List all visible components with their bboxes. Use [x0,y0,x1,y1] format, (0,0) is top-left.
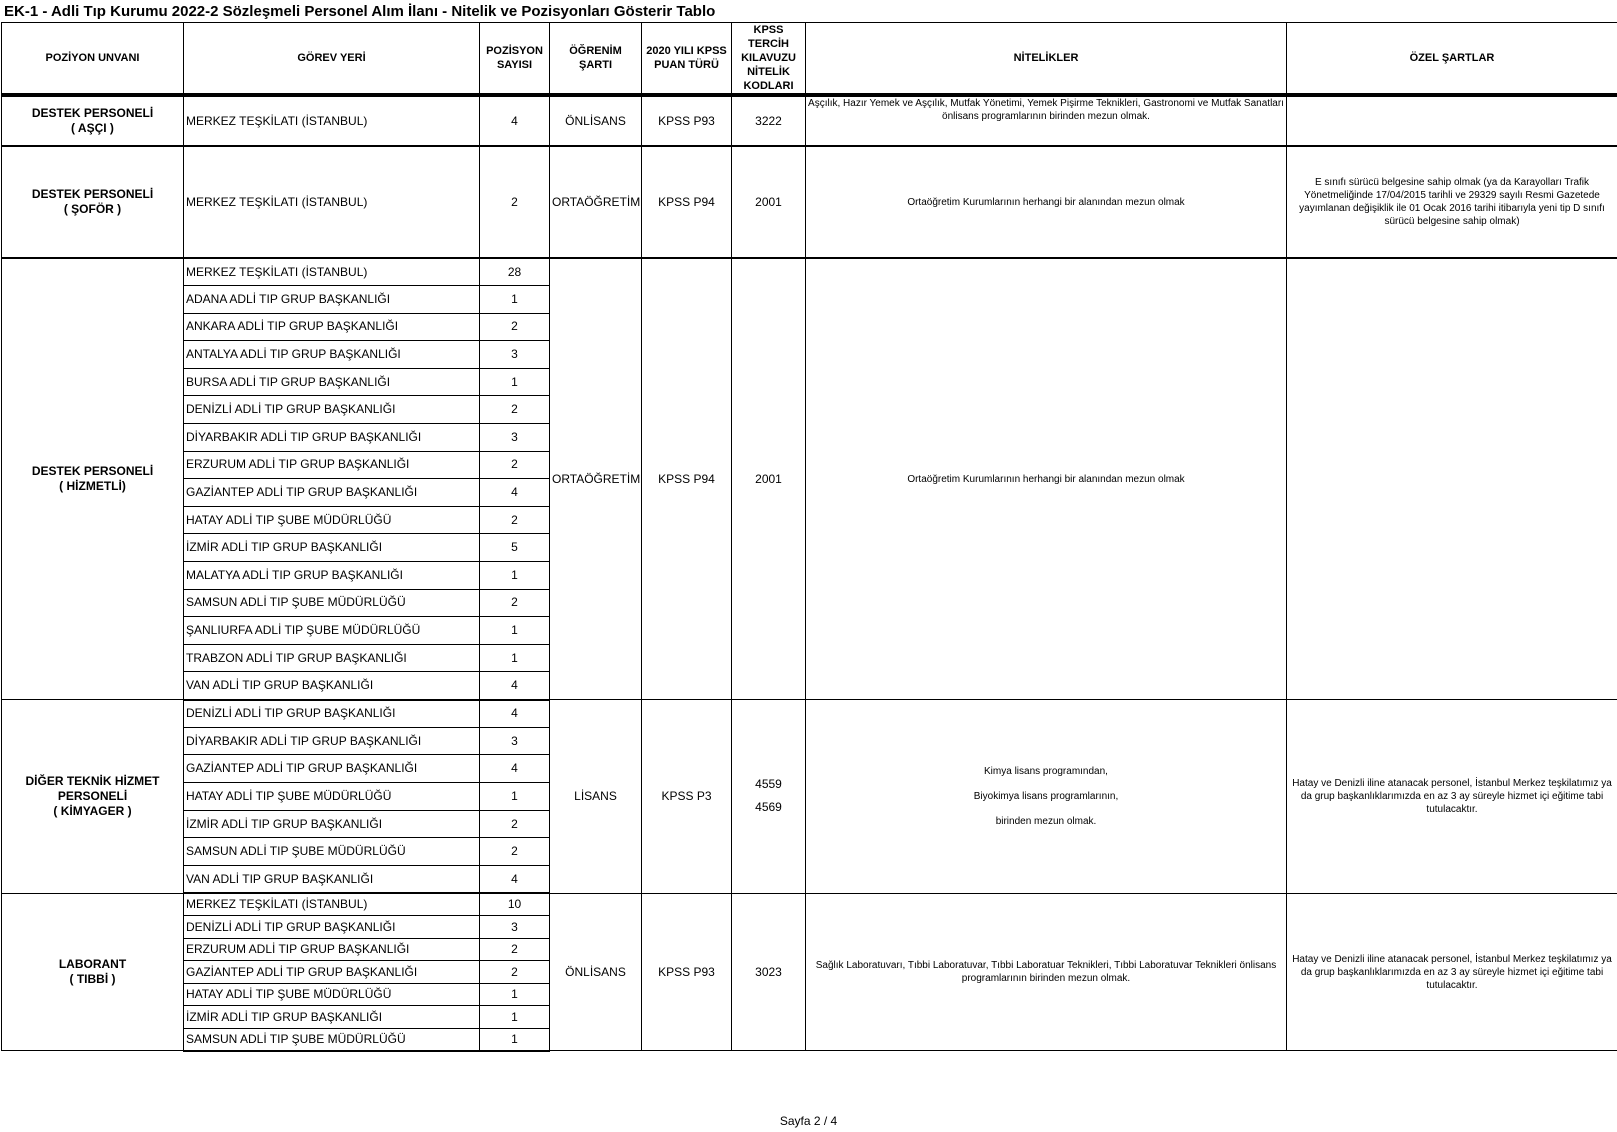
qualification-text: Ortaöğretim Kurumlarının herhangi bir alanından mezun olmak [907,473,1185,485]
qualification-text: Ortaöğretim Kurumlarının herhangi bir alanından mezun olmak [907,196,1185,208]
duty-location: VAN ADLİ TIP GRUP BAŞKANLIĞI [184,866,480,894]
position-title-line: ( TIBBİ ) [69,972,116,987]
position-title-cell [2,893,184,1051]
duty-location: MERKEZ TEŞKİLATI (İSTANBUL) [184,893,480,916]
position-count: 1 [480,1028,550,1051]
table-row [2,700,1617,728]
position-title-line: DESTEK PERSONELİ [31,464,154,478]
position-title-line: ( KİMYAGER ) [53,803,132,818]
qualification-text: Kimya lisans programından, [984,765,1108,777]
position-count: 5 [480,534,550,562]
qualification-code: 3222 [755,113,782,128]
position-count: 3 [480,341,550,369]
qualification-code: 4559 [755,777,782,792]
duty-location: ANTALYA ADLİ TIP GRUP BAŞKANLIĞI [184,341,480,369]
education-requirement: ÖNLİSANS [550,95,642,146]
special-conditions [1287,258,1617,700]
education-requirement: ORTAÖĞRETİM [550,258,642,700]
duty-location: HATAY ADLİ TIP ŞUBE MÜDÜRLÜĞÜ [184,783,480,811]
header-duty-location: GÖREV YERİ [184,23,480,96]
table-row [2,258,1617,286]
header-position-count: POZİSYON SAYISI [480,23,550,96]
duty-location: GAZİANTEP ADLİ TIP GRUP BAŞKANLIĞI [184,755,480,783]
position-count: 4 [480,700,550,728]
position-title-line: ( AŞÇI ) [71,121,114,135]
position-count: 4 [480,95,550,146]
header-row [2,23,1617,96]
position-count: 2 [480,838,550,866]
qualification-code: 4569 [755,800,782,815]
duty-location: DENİZLİ ADLİ TIP GRUP BAŞKANLIĞI [184,396,480,424]
special-conditions: Hatay ve Denizli iline atanacak personel, İstanbul Merkez teşkilatımız ya da grup başkanlıklarımızda en az 3 ay süreyle hizmet içi eğitime tabi tutulacaktır. [1287,893,1617,1051]
position-count: 2 [480,810,550,838]
duty-location: İZMİR ADLİ TIP GRUP BAŞKANLIĞI [184,810,480,838]
position-count: 2 [480,313,550,341]
duty-location: HATAY ADLİ TIP ŞUBE MÜDÜRLÜĞÜ [184,983,480,1006]
duty-location: SAMSUN ADLİ TIP ŞUBE MÜDÜRLÜĞÜ [184,1028,480,1051]
qualification-code: 3023 [755,964,782,979]
qualification-codes [732,95,806,146]
duty-location: ERZURUM ADLİ TIP GRUP BAŞKANLIĞI [184,938,480,961]
duty-location: MERKEZ TEŞKİLATI (İSTANBUL) [184,95,480,146]
duty-location: DENİZLİ ADLİ TIP GRUP BAŞKANLIĞI [184,700,480,728]
position-count: 2 [480,506,550,534]
duty-location: DİYARBAKIR ADLİ TIP GRUP BAŞKANLIĞI [184,727,480,755]
special-conditions: Hatay ve Denizli iline atanacak personel, İstanbul Merkez teşkilatımız ya da grup başkanlıklarımızda en az 3 ay süreyle hizmet içi eğitime tabi tutulacaktır. [1287,700,1617,894]
position-count: 2 [480,938,550,961]
qualifications-cell [806,95,1287,146]
special-conditions: E sınıfı sürücü belgesine sahip olmak (ya da Karayolları Trafik Yönetmeliğinde 17/04/2015 tarihli ve 29329 sayılı Resmi Gazetede yayımlanan değişiklik ile 01 Ocak 2016 tarihi itibarıyla yeni tip D sınıfı sürücü belgesine sahip olmak) [1287,146,1617,258]
duty-location: ANKARA ADLİ TIP GRUP BAŞKANLIĞI [184,313,480,341]
position-count: 2 [480,146,550,258]
duty-location: MERKEZ TEŞKİLATI (İSTANBUL) [184,146,480,258]
position-title-line: LABORANT [58,957,127,972]
kpss-score-type: KPSS P3 [642,700,732,894]
kpss-score-type: KPSS P93 [642,95,732,146]
position-count: 1 [480,617,550,645]
position-title-cell [2,95,184,146]
qualification-text: Aşçılık, Hazır Yemek ve Aşçılık, Mutfak Yönetimi, Yemek Pişirme Teknikleri, Gastronomi ve Mutfak Sanatları önlisans programlarının birinden mezun olmak. [808,98,1284,122]
duty-location: İZMİR ADLİ TIP GRUP BAŞKANLIĞI [184,534,480,562]
qualification-text: Biyokimya lisans programlarının, [973,790,1119,802]
position-count: 1 [480,286,550,314]
position-title-cell [2,700,184,894]
qualifications-cell [806,258,1287,700]
position-title-line: PERSONELİ [57,788,128,803]
duty-location: GAZİANTEP ADLİ TIP GRUP BAŞKANLIĞI [184,961,480,984]
position-count: 1 [480,644,550,672]
position-count: 4 [480,672,550,700]
education-requirement: LİSANS [550,700,642,894]
position-count: 28 [480,258,550,286]
position-count: 3 [480,727,550,755]
position-count: 1 [480,368,550,396]
header-kpss-type: 2020 YILI KPSS PUAN TÜRÜ [642,23,732,96]
position-title-cell [2,146,184,258]
position-title-line: DESTEK PERSONELİ [31,187,154,201]
position-title-line: ( HİZMETLİ) [59,479,126,493]
qualifications-cell [806,893,1287,1051]
duty-location: DENİZLİ ADLİ TIP GRUP BAŞKANLIĞI [184,916,480,939]
position-count: 1 [480,1006,550,1029]
position-count: 10 [480,893,550,916]
positions-table [1,22,1617,1052]
position-count: 2 [480,961,550,984]
header-qualification-codes: KPSS TERCİH KILAVUZU NİTELİK KODLARI [732,23,806,96]
duty-location: BURSA ADLİ TIP GRUP BAŞKANLIĞI [184,368,480,396]
position-title-cell [2,258,184,700]
table-row [2,95,1617,146]
qualification-code: 2001 [755,194,782,209]
qualification-codes [732,258,806,700]
qualification-codes [732,893,806,1051]
table-row [2,146,1617,258]
duty-location: SAMSUN ADLİ TIP ŞUBE MÜDÜRLÜĞÜ [184,838,480,866]
duty-location: VAN ADLİ TIP GRUP BAŞKANLIĞI [184,672,480,700]
position-title-line: ( ŞOFÖR ) [63,202,122,216]
duty-location: DİYARBAKIR ADLİ TIP GRUP BAŞKANLIĞI [184,424,480,452]
qualification-codes [732,700,806,894]
page-title: EK-1 - Adli Tıp Kurumu 2022-2 Sözleşmeli Personel Alım İlanı - Nitelik ve Pozisyonları Gösterir Tablo [4,3,716,20]
position-count: 4 [480,755,550,783]
education-requirement: ORTAÖĞRETİM [550,146,642,258]
duty-location: HATAY ADLİ TIP ŞUBE MÜDÜRLÜĞÜ [184,506,480,534]
duty-location: İZMİR ADLİ TIP GRUP BAŞKANLIĞI [184,1006,480,1029]
duty-location: MERKEZ TEŞKİLATI (İSTANBUL) [184,258,480,286]
position-count: 2 [480,451,550,479]
qualification-code: 2001 [755,471,782,486]
qualification-text: birinden mezun olmak. [995,815,1097,827]
position-count: 3 [480,424,550,452]
position-count: 1 [480,783,550,811]
position-count: 1 [480,562,550,590]
header-education: ÖĞRENİM ŞARTI [550,23,642,96]
duty-location: SAMSUN ADLİ TIP ŞUBE MÜDÜRLÜĞÜ [184,589,480,617]
duty-location: ADANA ADLİ TIP GRUP BAŞKANLIĞI [184,286,480,314]
page-number: Sayfa 2 / 4 [779,1114,838,1128]
education-requirement: ÖNLİSANS [550,893,642,1051]
duty-location: ERZURUM ADLİ TIP GRUP BAŞKANLIĞI [184,451,480,479]
special-conditions [1287,95,1617,146]
qualification-text: Sağlık Laboratuvarı, Tıbbi Laboratuvar, Tıbbi Laboratuar Teknikleri, Tıbbi Laboratuvar Teknikleri önlisans programlarının birinden mezun olmak. [815,960,1277,985]
position-count: 3 [480,916,550,939]
position-title-line: DESTEK PERSONELİ [31,106,154,120]
position-count: 2 [480,396,550,424]
duty-location: ŞANLIURFA ADLİ TIP ŞUBE MÜDÜRLÜĞÜ [184,617,480,645]
duty-location: MALATYA ADLİ TIP GRUP BAŞKANLIĞI [184,562,480,590]
qualifications-cell [806,700,1287,894]
qualification-codes [732,146,806,258]
kpss-score-type: KPSS P93 [642,893,732,1051]
kpss-score-type: KPSS P94 [642,146,732,258]
header-position-title: POZİYON UNVANI [2,23,184,96]
table-body [2,95,1617,1051]
qualifications-cell [806,146,1287,258]
duty-location: GAZİANTEP ADLİ TIP GRUP BAŞKANLIĞI [184,479,480,507]
header-qualifications: NİTELİKLER [806,23,1287,96]
header-special-conditions: ÖZEL ŞARTLAR [1287,23,1617,96]
table-row [2,893,1617,916]
position-count: 4 [480,866,550,894]
duty-location: TRABZON ADLİ TIP GRUP BAŞKANLIĞI [184,644,480,672]
position-count: 2 [480,589,550,617]
kpss-score-type: KPSS P94 [642,258,732,700]
position-count: 4 [480,479,550,507]
position-title-line: DİĞER TEKNİK HİZMET [25,773,160,788]
position-count: 1 [480,983,550,1006]
